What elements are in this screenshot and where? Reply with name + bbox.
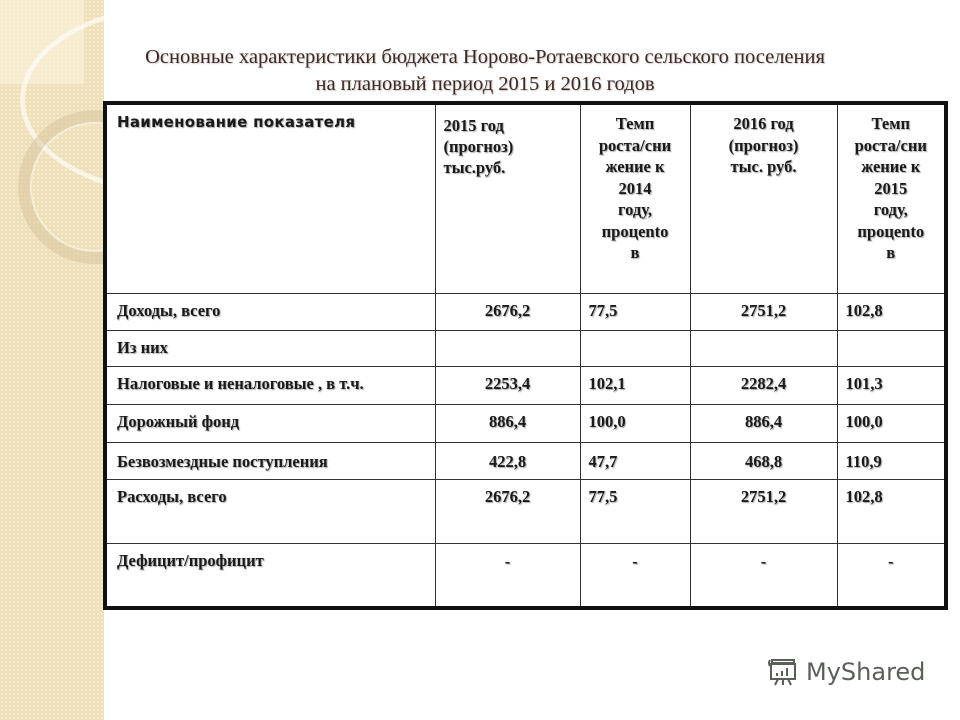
header-rate-to-2015 bbox=[837, 103, 946, 293]
table-row bbox=[105, 330, 946, 366]
cell-rate-2014: - bbox=[580, 543, 690, 608]
cell-rate-2015: 110,9 bbox=[837, 442, 946, 479]
row-label: Расходы, всего bbox=[105, 479, 435, 543]
header-line: роста/сни bbox=[598, 135, 672, 155]
slide-title-line-1: Основные характеристики бюджета Норово-Ротаевского сельского поселения bbox=[145, 46, 825, 68]
cell-rate-2014: 47,7 bbox=[580, 442, 690, 479]
header-line: Темп bbox=[615, 114, 655, 133]
cell-rate-2015 bbox=[837, 330, 946, 366]
header-line: 2014 bbox=[618, 178, 652, 198]
header-line: жение к bbox=[605, 157, 665, 176]
slide-title bbox=[60, 44, 910, 98]
cell-2015: 2676,2 bbox=[435, 479, 580, 543]
table-row bbox=[105, 293, 946, 330]
header-line: в bbox=[630, 243, 640, 262]
cell-2016: 2282,4 bbox=[690, 366, 837, 404]
row-label: Дефицит/профицит bbox=[105, 543, 435, 608]
header-2015-forecast bbox=[435, 103, 580, 293]
watermark-text: MyShared bbox=[806, 658, 926, 686]
header-indicator-name: Наименование показателя bbox=[105, 103, 435, 293]
header-line: году, bbox=[618, 200, 652, 219]
cell-rate-2014: 102,1 bbox=[580, 366, 690, 404]
header-line: (прогноз) bbox=[728, 135, 799, 155]
table-row bbox=[105, 366, 946, 404]
cell-rate-2015: - bbox=[837, 543, 946, 608]
cell-2016 bbox=[690, 330, 837, 366]
header-line: роста/сни bbox=[854, 135, 927, 155]
header-line: (прогноз) bbox=[443, 137, 514, 156]
cell-rate-2015: 101,3 bbox=[837, 366, 946, 404]
row-label: Из них bbox=[105, 330, 435, 366]
header-line: тыс.руб. bbox=[443, 158, 506, 177]
cell-rate-2014 bbox=[580, 330, 690, 366]
table-row bbox=[105, 479, 946, 543]
table-row bbox=[105, 543, 946, 608]
row-label: Дорожный фонд bbox=[105, 404, 435, 442]
header-rate-to-2014 bbox=[580, 103, 690, 293]
presentation-board-icon bbox=[766, 655, 800, 689]
slide-decorative-sidebar bbox=[0, 0, 104, 720]
cell-2016: 468,8 bbox=[690, 442, 837, 479]
cell-2016: 886,4 bbox=[690, 404, 837, 442]
header-line: процento bbox=[601, 221, 669, 241]
slide-title-line-2: на плановый период 2015 и 2016 годов bbox=[315, 73, 655, 95]
cell-2015 bbox=[435, 330, 580, 366]
header-line: Темп bbox=[871, 114, 910, 133]
header-line: 2015 bbox=[874, 178, 908, 198]
cell-2015: 2253,4 bbox=[435, 366, 580, 404]
header-line: 2016 год bbox=[733, 114, 794, 133]
cell-2015: 886,4 bbox=[435, 404, 580, 442]
header-line: в bbox=[886, 243, 896, 262]
cell-2015: - bbox=[435, 543, 580, 608]
header-line: процento bbox=[857, 221, 925, 241]
row-label: Безвозмездные поступления bbox=[105, 442, 435, 479]
cell-rate-2014: 77,5 bbox=[580, 293, 690, 330]
table-row bbox=[105, 442, 946, 479]
header-line: году, bbox=[873, 200, 908, 219]
cell-2016: 2751,2 bbox=[690, 293, 837, 330]
budget-table bbox=[103, 101, 948, 610]
row-label: Доходы, всего bbox=[105, 293, 435, 330]
cell-2016: - bbox=[690, 543, 837, 608]
header-line: жение к bbox=[861, 157, 921, 176]
myshared-watermark bbox=[766, 655, 925, 689]
table-header-row bbox=[105, 103, 946, 293]
cell-2015: 422,8 bbox=[435, 442, 580, 479]
header-2016-forecast bbox=[690, 103, 837, 293]
table-row bbox=[105, 404, 946, 442]
cell-2015: 2676,2 bbox=[435, 293, 580, 330]
cell-rate-2014: 100,0 bbox=[580, 404, 690, 442]
header-line: тыс. руб. bbox=[730, 157, 797, 176]
cell-rate-2015: 102,8 bbox=[837, 479, 946, 543]
row-label: Налоговые и неналоговые , в т.ч. bbox=[105, 366, 435, 404]
cell-rate-2014: 77,5 bbox=[580, 479, 690, 543]
header-line: 2015 год bbox=[443, 116, 504, 135]
cell-rate-2015: 102,8 bbox=[837, 293, 946, 330]
cell-2016: 2751,2 bbox=[690, 479, 837, 543]
cell-rate-2015: 100,0 bbox=[837, 404, 946, 442]
